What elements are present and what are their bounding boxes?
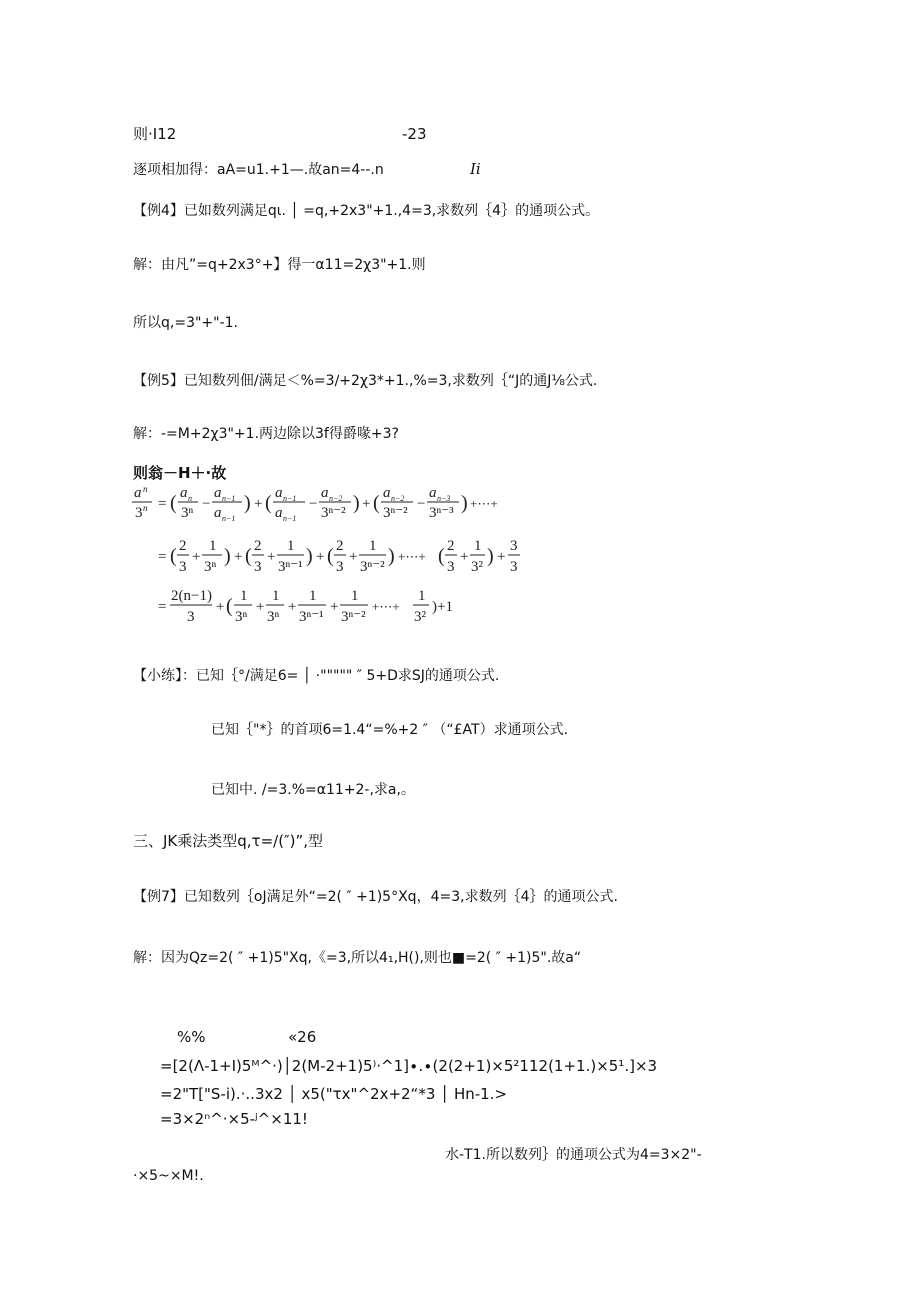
svg-text:+⋯+: +⋯+	[398, 549, 426, 564]
svg-text:n−1: n−1	[283, 494, 297, 503]
svg-text:1: 1	[287, 538, 295, 554]
svg-text:3: 3	[447, 559, 455, 575]
svg-text:+: +	[256, 599, 265, 615]
svg-text:(: (	[265, 492, 272, 514]
solution-4-line-2: 所以q,=3"+"-1.	[133, 315, 238, 331]
svg-text:3: 3	[510, 538, 518, 554]
svg-text:2(n−1): 2(n−1)	[171, 588, 212, 604]
svg-text:(: (	[373, 492, 380, 514]
svg-text:3: 3	[187, 609, 195, 625]
svg-text:+: +	[330, 599, 339, 615]
svg-text:1: 1	[240, 588, 248, 604]
svg-text:)+1: )+1	[432, 599, 453, 615]
svg-text:3ⁿ: 3ⁿ	[204, 559, 217, 575]
svg-text:(: (	[170, 492, 177, 514]
svg-text:a: a	[275, 485, 283, 501]
text-line: 逐项相加得：aA=u1.+1—.故an=4--.n	[133, 162, 384, 178]
svg-text:=: =	[158, 549, 167, 565]
svg-text:3ⁿ⁻²: 3ⁿ⁻²	[360, 559, 385, 575]
svg-text:n−1: n−1	[222, 514, 236, 523]
svg-text:a: a	[383, 485, 391, 501]
practice-line-2: 已知｛"*｝的首项6=1.4“=%+2 ″ （“£AT）求通项公式.	[211, 722, 569, 738]
math-line: =3×2ⁿ^·×5-ʲ^×11!	[160, 1110, 308, 1128]
conclusion-line-1: 水-T1.所以数列｝的通项公式为4=3×2"-	[445, 1147, 702, 1163]
svg-text:): )	[244, 492, 251, 514]
svg-text:+: +	[234, 549, 243, 565]
svg-text:+: +	[316, 549, 325, 565]
svg-text:): )	[487, 545, 494, 567]
svg-text:a: a	[214, 485, 222, 501]
svg-text:3: 3	[336, 559, 344, 575]
math-line: =2"T["S-i).·..3x2 │ x5("τx"^2x+2“*3 │ Hn-1.>	[160, 1085, 508, 1103]
formula-row-2	[158, 538, 520, 575]
practice-line-3: 已知中. /=3.%=α11+2-,求a,。	[211, 782, 415, 798]
svg-text:n−1: n−1	[283, 514, 297, 523]
svg-text:n: n	[143, 503, 148, 513]
svg-text:1: 1	[272, 588, 280, 604]
svg-text:3ⁿ: 3ⁿ	[267, 609, 280, 625]
svg-text:3ⁿ⁻¹: 3ⁿ⁻¹	[278, 559, 303, 575]
solution-4-line-1: 解：由凡”=q+2x3°+】得一α11=2χ3"+1.则	[133, 257, 426, 273]
svg-text:(: (	[438, 545, 445, 567]
svg-text:1: 1	[369, 538, 377, 554]
svg-text:3²: 3²	[414, 609, 426, 625]
svg-text:+: +	[254, 496, 263, 512]
svg-text:=: =	[158, 496, 167, 512]
svg-text:3ⁿ⁻²: 3ⁿ⁻²	[321, 505, 346, 521]
example-5: 【例5】已知数列佃/满足＜%=3∕+2χ3*+1.,%=3,求数列｛“J的通J⅛公式.	[133, 373, 598, 389]
formula-row-1	[132, 484, 498, 523]
svg-text:+⋯+: +⋯+	[470, 496, 498, 511]
solution-5-line-2: 则翁－H＋·故	[133, 464, 227, 482]
svg-text:n−1: n−1	[222, 494, 236, 503]
svg-text:1: 1	[474, 538, 482, 554]
text-line: -23	[402, 125, 427, 143]
text-line: 则·I12	[133, 125, 177, 143]
svg-text:3²: 3²	[471, 559, 483, 575]
svg-text:a: a	[180, 485, 188, 501]
svg-text:a: a	[275, 505, 283, 521]
svg-text:3: 3	[510, 559, 518, 575]
svg-text:+: +	[288, 599, 297, 615]
svg-text:3ⁿ: 3ⁿ	[235, 609, 248, 625]
svg-text:3ⁿ⁻²: 3ⁿ⁻²	[341, 609, 366, 625]
summation-formula	[132, 483, 552, 633]
svg-text:(: (	[245, 545, 252, 567]
svg-text:3: 3	[179, 559, 187, 575]
svg-text:1: 1	[351, 588, 359, 604]
svg-text:3ⁿ⁻³: 3ⁿ⁻³	[429, 505, 454, 521]
svg-text:n: n	[188, 494, 192, 503]
svg-text:): )	[388, 545, 395, 567]
solution-7: 解：因为Qz=2( ″ +1)5"Xq,《=3,所以4₁,H(),则也■=2( ″ +1)5".故a“	[133, 950, 582, 966]
svg-text:=: =	[158, 599, 167, 615]
text-line: Ii	[470, 160, 481, 178]
svg-text:2: 2	[336, 538, 344, 554]
svg-text:3ⁿ: 3ⁿ	[181, 505, 194, 521]
svg-text:a: a	[429, 485, 437, 501]
svg-text:−: −	[309, 496, 318, 512]
svg-text:2: 2	[447, 538, 455, 554]
svg-text:3ⁿ⁻²: 3ⁿ⁻²	[383, 505, 408, 521]
svg-text:): )	[306, 545, 313, 567]
svg-text:+: +	[362, 496, 371, 512]
svg-text:a: a	[321, 485, 329, 501]
svg-text:3: 3	[135, 505, 143, 521]
svg-text:): )	[461, 492, 468, 514]
svg-text:n−2: n−2	[391, 494, 405, 503]
svg-text:+: +	[349, 549, 358, 565]
svg-text:+⋯+: +⋯+	[372, 599, 400, 614]
svg-text:2: 2	[179, 538, 187, 554]
svg-text:n: n	[143, 484, 148, 494]
solution-5-line-1: 解：-=M+2χ3"+1.两边除以3f得爵喙+3?	[133, 426, 399, 442]
conclusion-line-2: ·×5~×M!.	[133, 1168, 204, 1184]
svg-text:a: a	[214, 505, 222, 521]
svg-text:+: +	[267, 549, 276, 565]
svg-text:n−3: n−3	[437, 494, 451, 503]
svg-text:+: +	[460, 549, 469, 565]
svg-text:): )	[224, 545, 231, 567]
svg-text:+: +	[216, 599, 225, 615]
svg-text:): )	[353, 492, 360, 514]
section-heading: 三、JK乘法类型q,τ=/(″)”,型	[133, 832, 324, 850]
math-line: =[2(Λ-1+I)5ᴹ^·)│2(M-2+1)5⁾·^1]∙.∙(2(2+1)×5²112(1+1.)×5¹.]×3	[160, 1057, 658, 1075]
svg-text:a: a	[134, 485, 142, 501]
svg-text:−: −	[202, 496, 211, 512]
svg-text:(: (	[170, 545, 177, 567]
svg-text:+: +	[497, 549, 506, 565]
svg-text:n−2: n−2	[329, 494, 343, 503]
svg-text:(: (	[226, 595, 233, 617]
math-line: «26	[288, 1028, 317, 1046]
formula-row-3	[158, 588, 453, 625]
svg-text:1: 1	[309, 588, 317, 604]
practice-line-1: 【小练】：已知｛°/满足6= │ ·""""" ″ 5+D求SJ的通项公式.	[133, 668, 500, 684]
svg-text:1: 1	[209, 538, 217, 554]
svg-text:+: +	[192, 549, 201, 565]
math-line: %%	[177, 1028, 206, 1046]
svg-text:1: 1	[418, 588, 426, 604]
example-7: 【例7】已知数列｛oJ满足外“=2( ″ +1)5°Xq，4=3,求数列｛4｝的通项公式.	[133, 889, 618, 905]
svg-text:2: 2	[254, 538, 262, 554]
svg-text:−: −	[417, 496, 426, 512]
svg-text:(: (	[327, 545, 334, 567]
svg-text:3ⁿ⁻¹: 3ⁿ⁻¹	[299, 609, 324, 625]
example-4: 【例4】已如数列满足qι. │ =q,+2x3"+1.,4=3,求数列｛4｝的通项公式。	[133, 203, 600, 219]
svg-text:3: 3	[254, 559, 262, 575]
